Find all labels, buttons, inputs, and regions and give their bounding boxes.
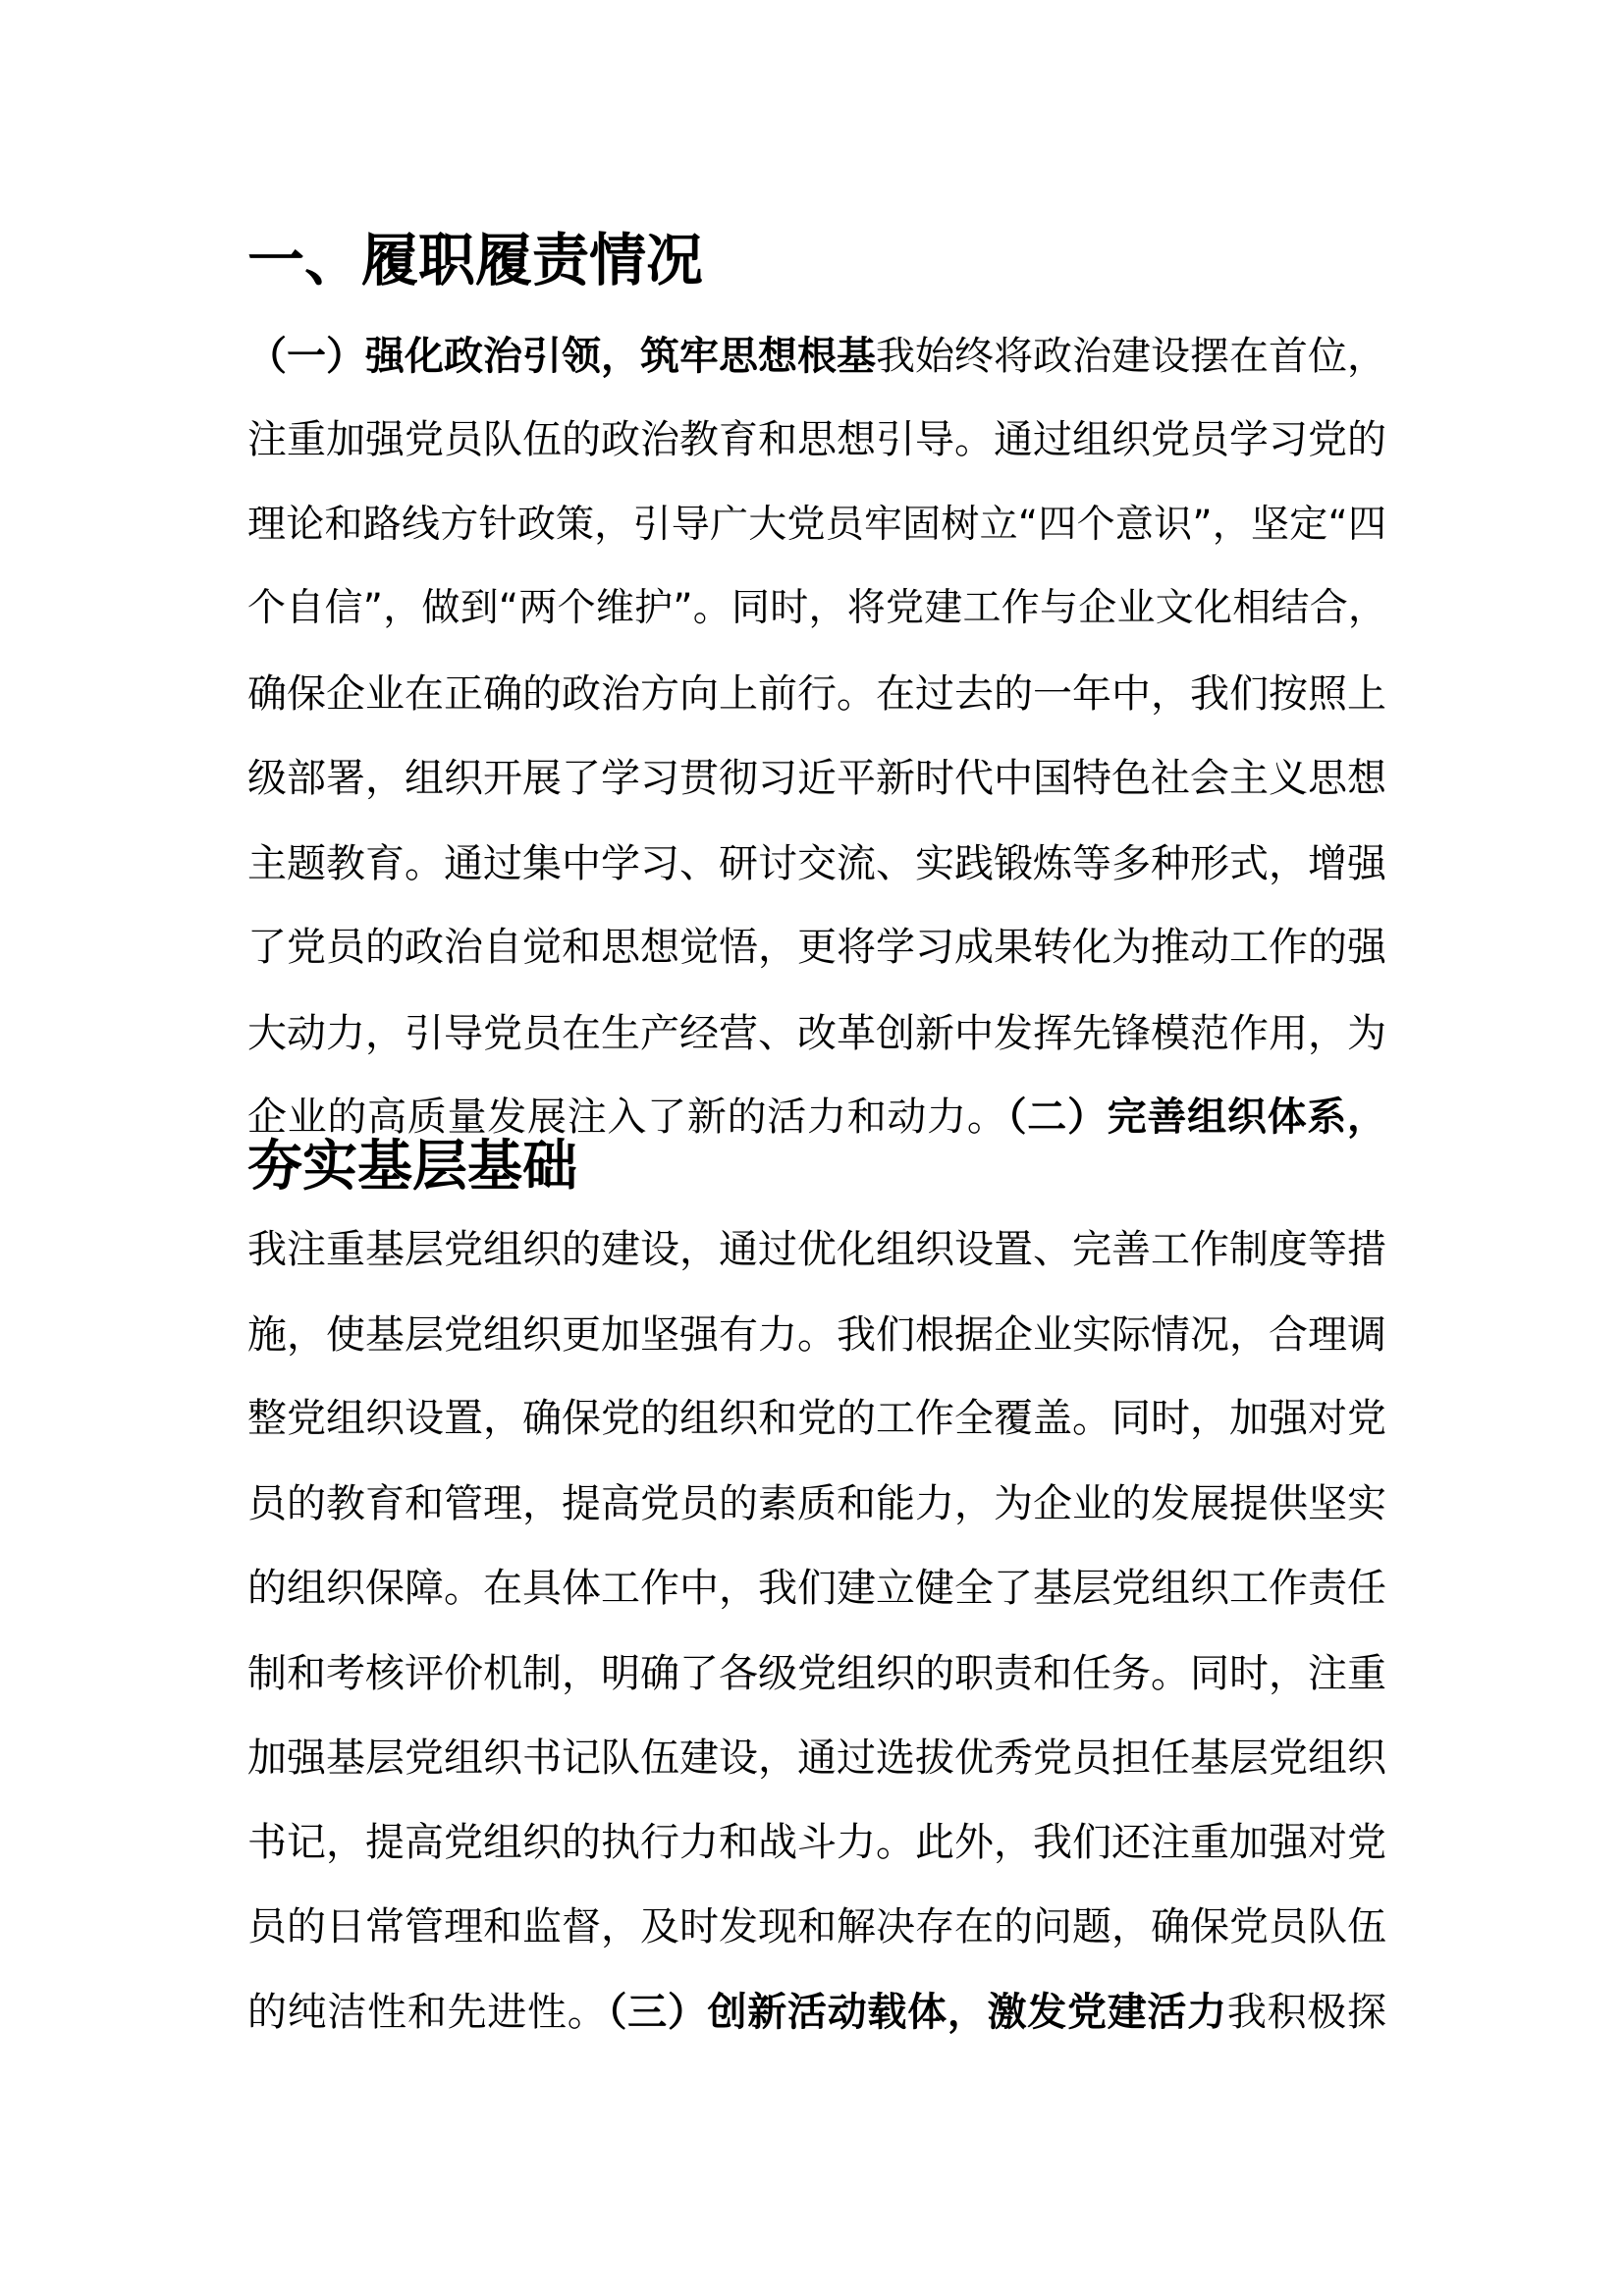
text-line: [247, 660, 1386, 728]
bold-subheading: （二）完善组织体系，: [1006, 1095, 1387, 1140]
body-text: 确保企业在正确的政治方向上前行。在过去的一年中，我们按照上: [247, 671, 1386, 717]
body-text: 员的教育和管理，提高党员的素质和能力，为企业的发展提供坚实: [247, 1481, 1386, 1526]
text-line: [247, 1808, 1386, 1877]
body-text: 员的日常管理和监督，及时发现和解决存在的问题，确保党员队伍: [247, 1904, 1386, 1949]
text-line: [247, 1639, 1386, 1708]
body-text: 制和考核评价机制，明确了各级党组织的职责和任务。同时，注重: [247, 1651, 1386, 1696]
text-line: [247, 405, 1386, 474]
body-text: 整党组织设置，确保党的组织和党的工作全覆盖。同时，加强对党: [247, 1396, 1386, 1441]
body-text: 我注重基层党组织的建设，通过优化组织设置、完善工作制度等措: [247, 1227, 1386, 1272]
section-heading: 一、履职履责情况: [247, 227, 704, 294]
bold-subheading: （三）创新活动载体，激发党建活力: [607, 1990, 1227, 2035]
text-line: [247, 1384, 1386, 1453]
body-text: 个自信”，做到“两个维护”。同时，将党建工作与企业文化相结合，: [247, 586, 1386, 630]
body-text: 我积极探: [1226, 1990, 1387, 2035]
text-line: [247, 1893, 1386, 1961]
body-text: 理论和路线方针政策，引导广大党员牢固树立“四个意识”，坚定“四: [247, 503, 1386, 547]
body-text: 主题教育。通过集中学习、研讨交流、实践锻炼等多种形式，增强: [247, 841, 1386, 886]
text-line: [247, 1554, 1386, 1623]
body-text: 级部署，组织开展了学习贯彻习近平新时代中国特色社会主义思想: [247, 756, 1386, 801]
text-line: [247, 1301, 1386, 1369]
text-line: [247, 1469, 1386, 1538]
text-line: [247, 1724, 1386, 1792]
text-line: [247, 322, 1386, 391]
text-line: [247, 1133, 1386, 1201]
body-text: 注重加强党员队伍的政治教育和思想引导。通过组织党员学习党的: [247, 417, 1386, 462]
body-text: 大动力，引导党员在生产经营、改革创新中发挥先锋模范作用，为: [247, 1011, 1386, 1056]
text-line: [247, 1978, 1386, 2047]
body-text: 了党员的政治自觉和思想觉悟，更将学习成果转化为推动工作的强: [247, 925, 1386, 970]
bold-subheading: 夯实基层基础: [247, 1135, 577, 1199]
text-line: [247, 491, 1386, 560]
text-line: [247, 1215, 1386, 1284]
body-text: 的纯洁性和先进性。: [247, 1990, 608, 2035]
body-text: 企业的高质量发展注入了新的活力和动力。: [247, 1095, 1007, 1140]
body-text: 加强基层党组织书记队伍建设，通过选拔优秀党员担任基层党组织: [247, 1735, 1386, 1781]
text-line: [247, 829, 1386, 898]
text-line: [247, 744, 1386, 813]
body-text: 我始终将政治建设摆在首位，: [876, 334, 1386, 379]
text-line: [247, 999, 1386, 1068]
bold-subheading: （一）强化政治引领，筑牢思想根基: [247, 334, 876, 379]
body-text: 的组织保障。在具体工作中，我们建立健全了基层党组织工作责任: [247, 1566, 1386, 1611]
body-text: 书记，提高党组织的执行力和战斗力。此外，我们还注重加强对党: [247, 1820, 1386, 1865]
body-text: 施，使基层党组织更加坚强有力。我们根据企业实际情况，合理调: [247, 1312, 1386, 1358]
text-line: [247, 913, 1386, 982]
text-line: [247, 574, 1386, 643]
